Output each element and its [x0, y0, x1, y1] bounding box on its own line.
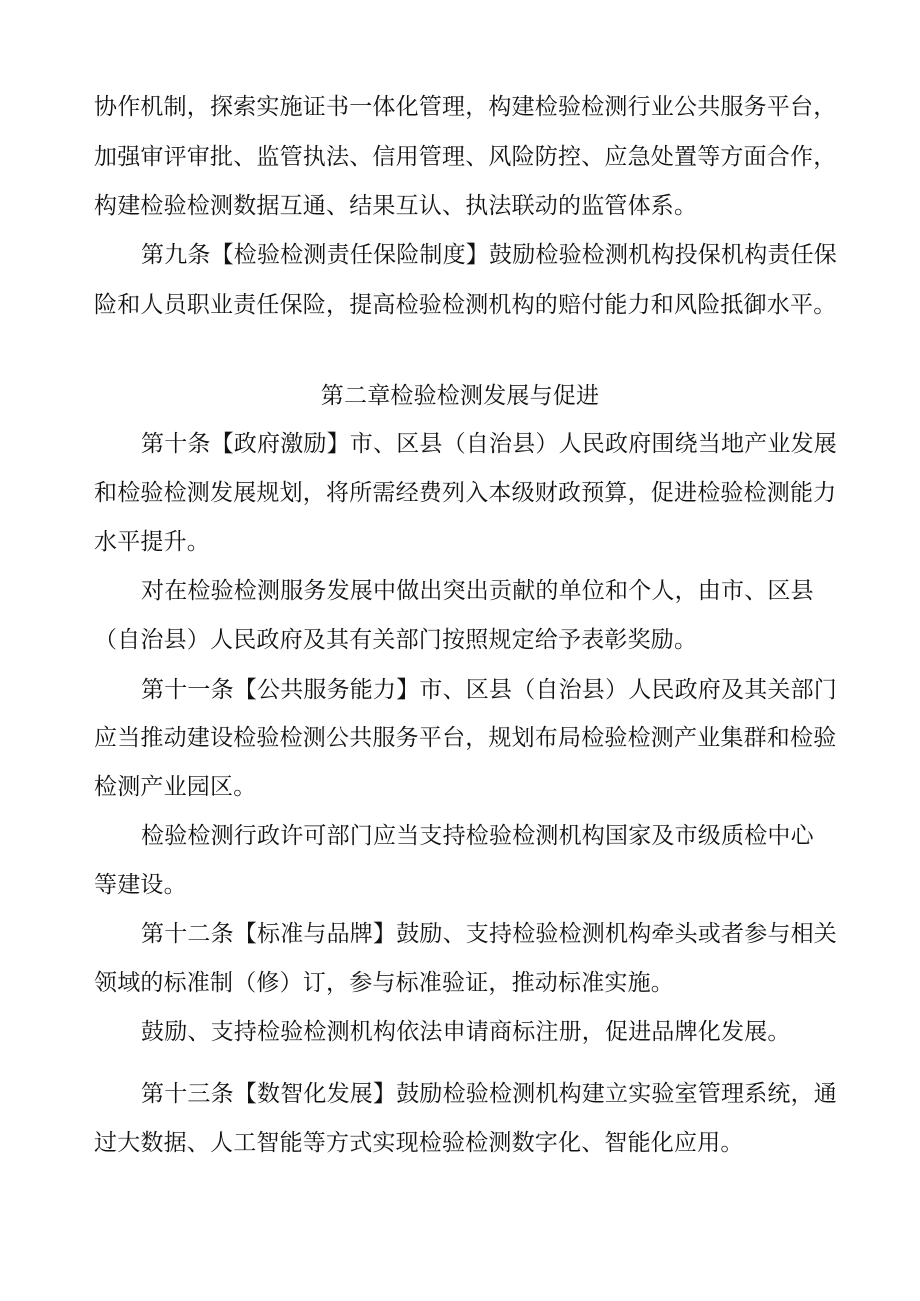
body-line: 检测产业园区。: [94, 774, 257, 800]
paragraph-line: 鼓励、支持检验检测机构依法申请商标注册，促进品牌化发展。: [141, 1019, 791, 1045]
body-line: 协作机制，探索实施证书一体化管理，构建检验检测行业公共服务平台，: [94, 94, 837, 120]
chapter-heading: 第二章检验检测发展与促进: [320, 383, 600, 409]
body-line: 应当推动建设检验检测公共服务平台，规划布局检验检测产业集群和检验: [94, 725, 837, 751]
body-line: 水平提升。: [94, 529, 210, 555]
body-line: （自治县）人民政府及其有关部门按照规定给予表彰奖励。: [94, 627, 698, 653]
article-11-line: 第十一条【公共服务能力】市、区县（自治县）人民政府及其关部门: [141, 677, 837, 703]
body-line: 和检验检测发展规划，将所需经费列入本级财政预算，促进检验检测能力: [94, 480, 837, 506]
paragraph-line: 对在检验检测服务发展中做出突出贡献的单位和个人，由市、区县: [141, 578, 814, 604]
body-line: 构建检验检测数据互通、结果互认、执法联动的监管体系。: [94, 193, 698, 219]
body-line: 加强审评审批、监管执法、信用管理、风险防控、应急处置等方面合作，: [94, 144, 837, 170]
body-line: 险和人员职业责任保险，提高检验检测机构的赔付能力和风险抵御水平。: [94, 292, 837, 318]
paragraph-line: 检验检测行政许可部门应当支持检验检测机构国家及市级质检中心: [141, 823, 814, 849]
body-line: 过大数据、人工智能等方式实现检验检测数字化、智能化应用。: [94, 1130, 744, 1156]
body-line: 领域的标准制（修）订，参与标准验证，推动标准实施。: [94, 970, 674, 996]
body-line: 等建设。: [94, 872, 187, 898]
article-9-line: 第九条【检验检测责任保险制度】鼓励检验检测机构投保机构责任保: [141, 242, 837, 268]
article-13-line: 第十三条【数智化发展】鼓励检验检测机构建立实验室管理系统，通: [141, 1081, 837, 1107]
article-10-line: 第十条【政府激励】市、区县（自治县）人民政府围绕当地产业发展: [141, 431, 837, 457]
article-12-line: 第十二条【标准与品牌】鼓励、支持检验检测机构牵头或者参与相关: [141, 921, 837, 947]
